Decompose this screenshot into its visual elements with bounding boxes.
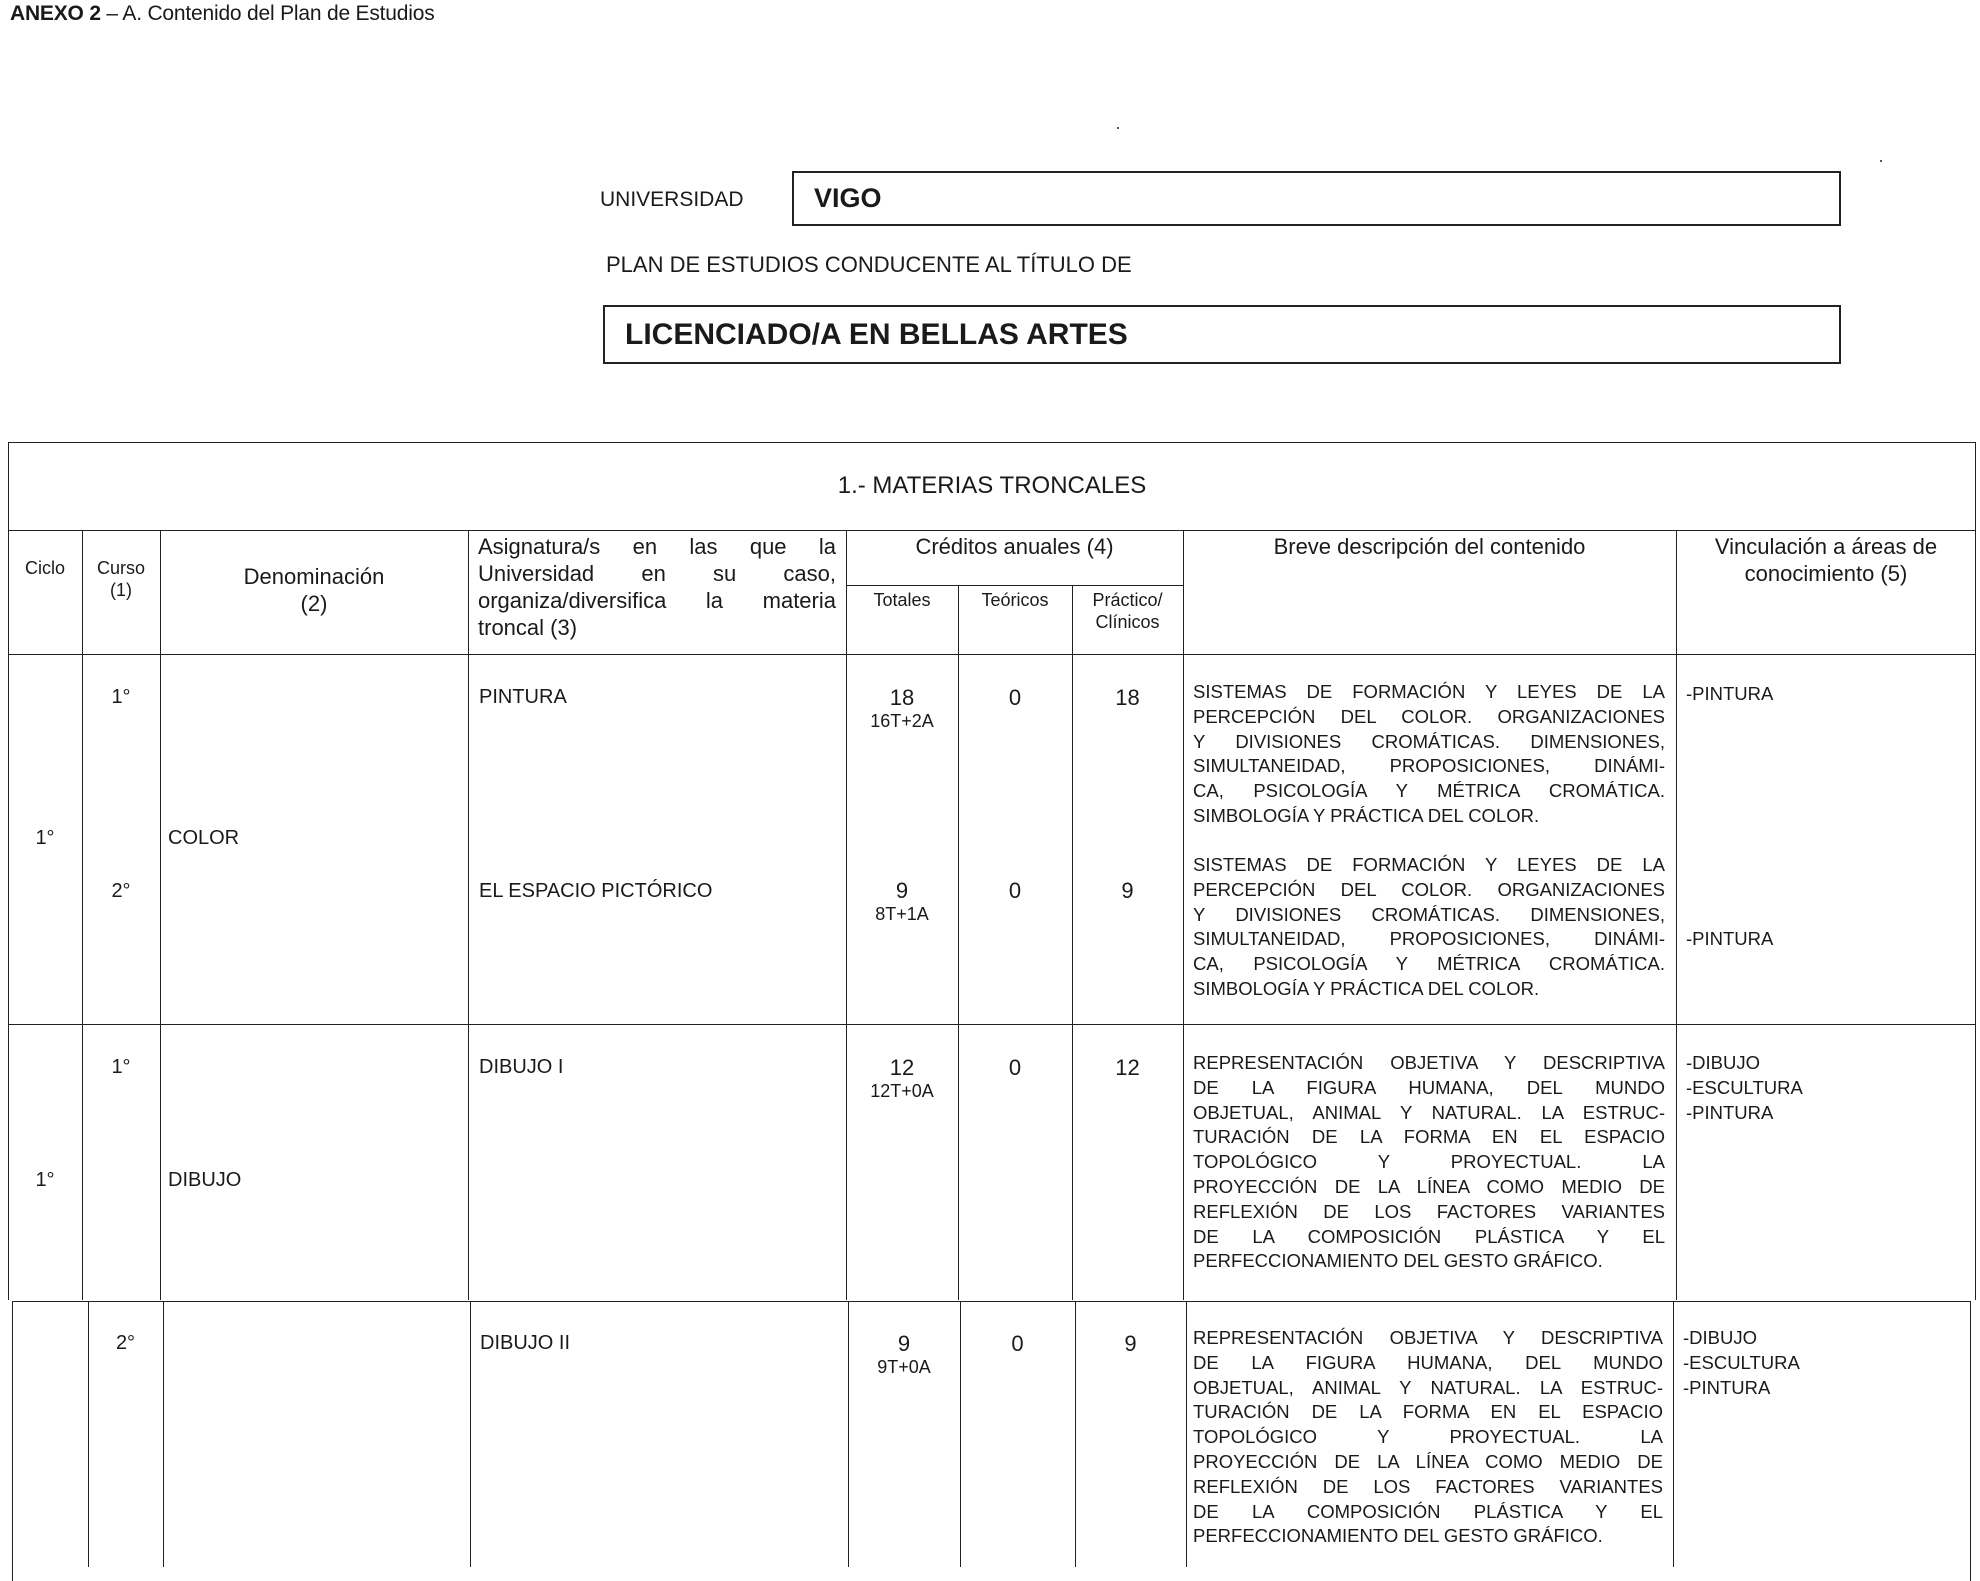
desc-line: DE LA FIGURA HUMANA, DEL MUNDO [1193, 1076, 1665, 1098]
cell-curso: 2° [115, 1332, 136, 1354]
col-header-descripcion: Breve descripción del contenido [1273, 534, 1586, 559]
desc-line: PERCEPCIÓN DEL COLOR. ORGANIZACIONES [1193, 878, 1665, 900]
area-item: -DIBUJO [1686, 1052, 1760, 1073]
totales-value: 9 [897, 1331, 911, 1356]
annex-heading [10, 2, 435, 26]
col-header-vinculacion-line: conocimiento (5) [1744, 561, 1908, 586]
desc-line: PROYECCIÓN DE LA LÍNEA COMO MEDIO DE [1193, 1175, 1665, 1197]
desc-line: SIMULTANEIDAD, PROPOSICIONES, DINÁMI- [1193, 755, 1665, 777]
col-divider [163, 1301, 164, 1567]
col-divider [470, 1301, 471, 1567]
area-item: -PINTURA [1686, 928, 1774, 949]
desc-line: SIMBOLOGÍA Y PRÁCTICA DEL COLOR. [1193, 804, 1540, 826]
col-header-asignatura [478, 533, 836, 641]
scan-speck [1880, 160, 1882, 162]
desc-line: CA, PSICOLOGÍA Y MÉTRICA CROMÁTICA. [1193, 780, 1665, 802]
col-header-asignatura-line: Universidad en su caso, [478, 561, 836, 586]
col-header-denominacion-label: Denominación [243, 564, 385, 589]
col-header-practicos-line: Práctico/ [1092, 590, 1163, 610]
divider [8, 1024, 1976, 1025]
cell-teoricos: 0 [1008, 878, 1022, 903]
totales-value: 12 [889, 1055, 915, 1080]
cell-teoricos: 0 [1008, 1055, 1022, 1080]
area-item: -DIBUJO [1683, 1327, 1757, 1348]
desc-line: PERFECCIONAMIENTO DEL GESTO GRÁFICO. [1193, 1525, 1603, 1547]
scan-speck [1117, 127, 1119, 129]
university-field [792, 171, 1841, 226]
desc-line: PERFECCIONAMIENTO DEL GESTO GRÁFICO. [1193, 1250, 1603, 1272]
divider [8, 654, 1976, 655]
cell-asignatura: DIBUJO I [479, 1056, 564, 1078]
col-header-teoricos: Teóricos [981, 590, 1049, 610]
col-header-denominacion-note: (2) [300, 591, 328, 616]
cell-teoricos: 0 [1008, 685, 1022, 710]
section-title: 1.- MATERIAS TRONCALES [837, 472, 1147, 499]
cell-descripcion [1193, 853, 1665, 1002]
col-divider [468, 530, 469, 1300]
cell-areas [1686, 1051, 1803, 1125]
cell-practicos: 9 [1121, 878, 1134, 903]
desc-line: REFLEXIÓN DE LOS FACTORES VARIANTES [1193, 1200, 1665, 1222]
desc-line: REPRESENTACIÓN OBJETIVA Y DESCRIPTIVA [1193, 1327, 1663, 1348]
desc-line: DE LA COMPOSICIÓN PLÁSTICA Y EL [1193, 1225, 1665, 1247]
cell-areas [1686, 682, 1773, 707]
desc-line: SISTEMAS DE FORMACIÓN Y LEYES DE LA [1193, 681, 1665, 702]
desc-line: PROYECCIÓN DE LA LÍNEA COMO MEDIO DE [1193, 1450, 1663, 1472]
col-header-creditos: Créditos anuales (4) [915, 534, 1114, 559]
col-header-vinculacion-line: Vinculación a áreas de [1714, 534, 1938, 559]
divider [8, 530, 1976, 531]
desc-line: Y DIVISIONES CROMÁTICAS. DIMENSIONES, [1193, 903, 1665, 925]
area-item: -ESCULTURA [1683, 1351, 1800, 1373]
col-header-asignatura-line: organiza/diversifica la materia [478, 588, 836, 613]
desc-line: PERCEPCIÓN DEL COLOR. ORGANIZACIONES [1193, 705, 1665, 727]
col-divider [1183, 530, 1184, 1300]
desc-line: SIMULTANEIDAD, PROPOSICIONES, DINÁMI- [1193, 928, 1665, 950]
col-divider [160, 530, 161, 1300]
col-header-asignatura-line: Asignatura/s en las que la [478, 534, 836, 559]
annex-number: ANEXO 2 [10, 2, 101, 25]
area-item: -PINTURA [1686, 683, 1774, 704]
desc-line: TURACIÓN DE LA FORMA EN EL ESPACIO [1193, 1401, 1663, 1423]
cell-totales [846, 1056, 958, 1102]
col-header-asignatura-line: troncal (3) [478, 615, 578, 640]
cell-asignatura: DIBUJO II [480, 1332, 571, 1354]
cell-ciclo: 1° [35, 1169, 55, 1191]
cell-practicos: 12 [1115, 1055, 1140, 1080]
totales-detail: 8T+1A [875, 904, 929, 924]
degree-title-field [603, 305, 1841, 364]
divider [846, 585, 1183, 586]
col-divider [82, 530, 83, 1300]
cell-ciclo: 1° [35, 827, 55, 849]
col-header-practicos-line: Clínicos [1095, 612, 1160, 632]
cell-areas [1683, 1326, 1800, 1400]
col-header-curso-label: Curso [96, 558, 145, 578]
cell-descripcion [1193, 1051, 1665, 1274]
cell-descripcion [1193, 680, 1665, 829]
cell-asignatura: EL ESPACIO PICTÓRICO [479, 880, 713, 902]
col-divider [1186, 1301, 1187, 1567]
totales-detail: 16T+2A [870, 711, 934, 731]
cell-totales [846, 879, 958, 925]
col-header-curso [82, 557, 160, 601]
totales-detail: 12T+0A [870, 1081, 934, 1101]
cell-curso: 1° [111, 1056, 131, 1078]
desc-line: TURACIÓN DE LA FORMA EN EL ESPACIO [1193, 1126, 1665, 1148]
cell-asignatura: PINTURA [479, 686, 567, 708]
cell-descripcion [1193, 1326, 1663, 1549]
degree-title: LICENCIADO/A EN BELLAS ARTES [625, 317, 1128, 351]
desc-line: DE LA FIGURA HUMANA, DEL MUNDO [1193, 1351, 1663, 1373]
cell-totales [848, 1332, 960, 1378]
area-item: -PINTURA [1683, 1376, 1771, 1398]
desc-line: CA, PSICOLOGÍA Y MÉTRICA CROMÁTICA. [1193, 953, 1665, 975]
col-header-ciclo: Ciclo [24, 558, 65, 578]
university-label: UNIVERSIDAD [600, 188, 744, 211]
desc-line: SIMBOLOGÍA Y PRÁCTICA DEL COLOR. [1193, 977, 1540, 999]
area-item: -ESCULTURA [1686, 1076, 1803, 1098]
col-divider [1673, 1301, 1674, 1567]
cell-practicos: 18 [1115, 685, 1140, 710]
totales-value: 18 [889, 685, 915, 710]
cell-totales [846, 686, 958, 732]
col-header-vinculacion [1676, 533, 1976, 587]
col-divider [1676, 530, 1677, 1300]
annex-subtitle: – A. Contenido del Plan de Estudios [100, 2, 435, 25]
col-header-practicos [1072, 589, 1183, 633]
desc-line: SISTEMAS DE FORMACIÓN Y LEYES DE LA [1193, 854, 1665, 875]
totales-detail: 9T+0A [877, 1357, 931, 1377]
desc-line: REFLEXIÓN DE LOS FACTORES VARIANTES [1193, 1475, 1663, 1497]
desc-line: TOPOLÓGICO Y PROYECTUAL. LA [1193, 1151, 1665, 1173]
desc-line: Y DIVISIONES CROMÁTICAS. DIMENSIONES, [1193, 730, 1665, 752]
cell-teoricos: 0 [1011, 1331, 1024, 1356]
desc-line: OBJETUAL, ANIMAL Y NATURAL. LA ESTRUC- [1193, 1101, 1665, 1123]
cell-areas [1686, 927, 1773, 952]
cell-curso: 2° [111, 880, 131, 902]
col-header-totales: Totales [873, 590, 931, 610]
area-item: -PINTURA [1686, 1101, 1774, 1123]
desc-line: REPRESENTACIÓN OBJETIVA Y DESCRIPTIVA [1193, 1052, 1665, 1073]
col-header-denominacion [160, 563, 468, 617]
cell-curso: 1° [111, 686, 131, 708]
cell-practicos: 9 [1124, 1331, 1137, 1356]
desc-line: TOPOLÓGICO Y PROYECTUAL. LA [1193, 1426, 1663, 1448]
university-value: VIGO [814, 183, 882, 213]
col-header-curso-note: (1) [110, 580, 132, 600]
plan-label: PLAN DE ESTUDIOS CONDUCENTE AL TÍTULO DE [606, 252, 1132, 277]
desc-line: DE LA COMPOSICIÓN PLÁSTICA Y EL [1193, 1500, 1663, 1522]
totales-value: 9 [895, 878, 909, 903]
cell-denominacion: COLOR [168, 827, 240, 849]
desc-line: OBJETUAL, ANIMAL Y NATURAL. LA ESTRUC- [1193, 1376, 1663, 1398]
cell-denominacion: DIBUJO [168, 1169, 242, 1191]
